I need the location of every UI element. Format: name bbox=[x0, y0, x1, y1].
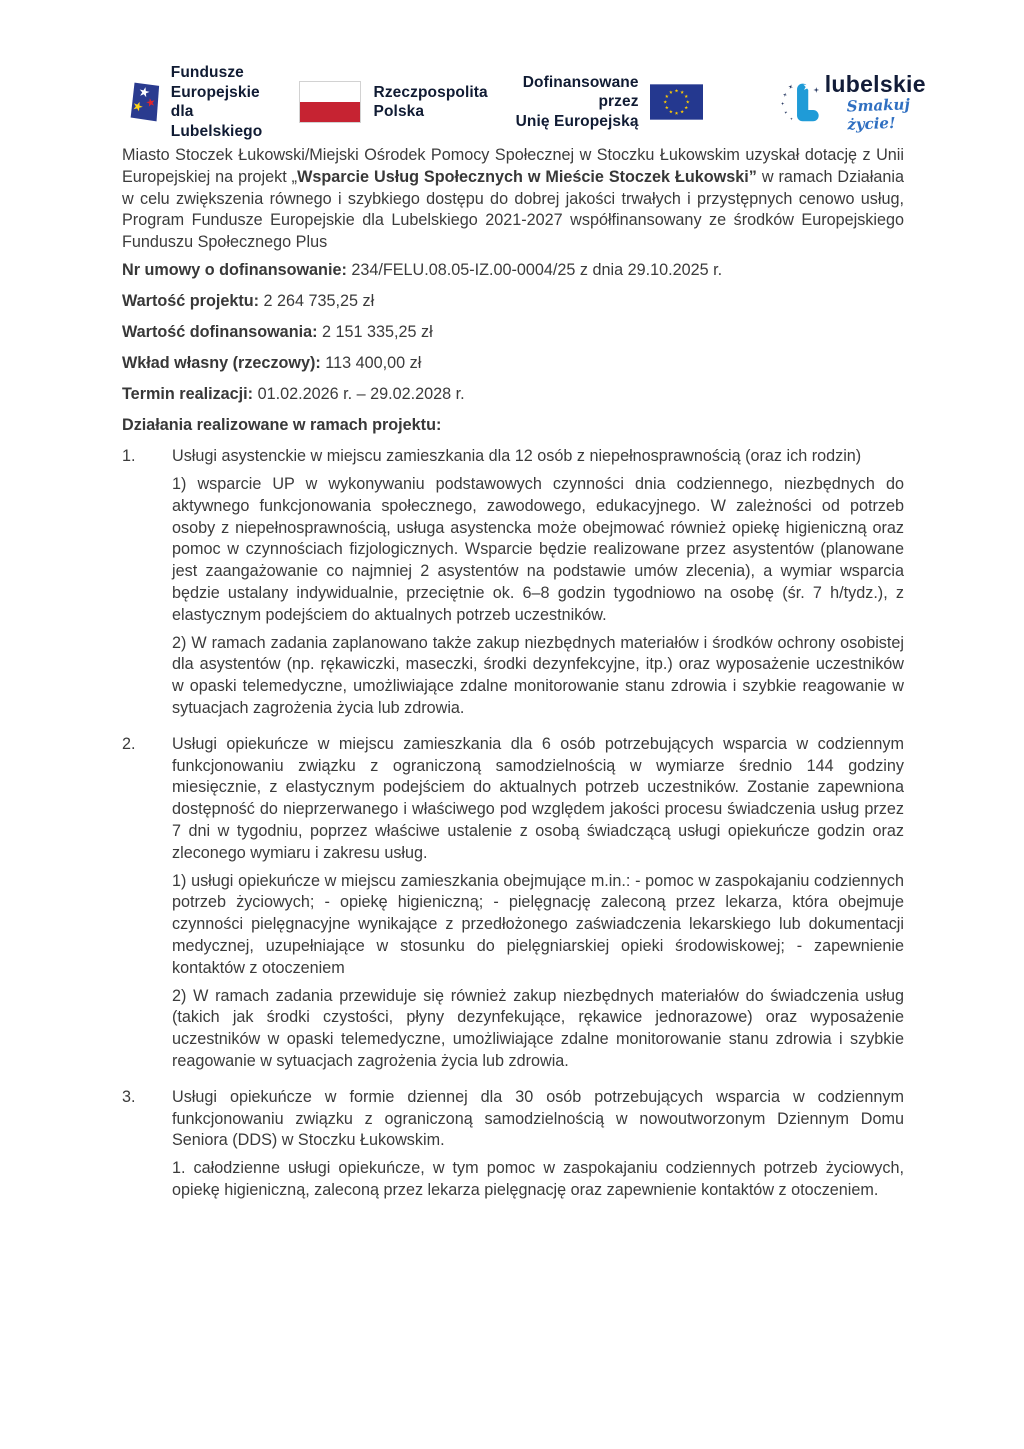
activity-2-paragraph-2: 2) W ramach zadania przewiduje się również zakup niezbędnych materiałów do świadczenia usług (takich jak środki czystości, płyny dezynfekujące, rękawice jednorazowe) oraz wyposażenie uczestników w opaski telemedyczne, umożliwiające zdalne monitorowanie stanu zdrowia i szybkie reagowanie w sytuacjach zagrożenia życia lub zdrowia. bbox=[172, 986, 904, 1070]
activity-1-number: 1. bbox=[122, 447, 136, 466]
document-content bbox=[122, 145, 904, 1202]
project-title: Wsparcie Usług Społecznych w Mieście Stoczek Łukowski” bbox=[297, 167, 757, 186]
eu-cofunded-line1: Dofinansowane przez bbox=[522, 73, 639, 111]
activity-3-number: 3. bbox=[122, 1087, 136, 1106]
detail-own-contribution-value: 113 400,00 zł bbox=[325, 353, 422, 372]
lubelskie-logo bbox=[781, 70, 936, 134]
detail-realization-period bbox=[122, 384, 904, 406]
detail-own-contribution-label: Wkład własny (rzeczowy): bbox=[122, 353, 321, 372]
activity-item-2 bbox=[122, 734, 904, 1073]
activities-heading-text: Działania realizowane w ramach projektu: bbox=[122, 415, 442, 434]
activity-2-title: Usługi opiekuńcze w miejscu zamieszkania dla 6 osób potrzebujących wsparcia w codziennym funkcjonowaniu związku z ograniczoną samodzielnością w wymiarze średnio 144 godziny miesięcznie, z elastycznym podejściem do aktualnych potrzeb uczestników. Zostanie zapewniona dostępność do nieprzerwanego i właściwego pod względem jakości procesu świadczenia usług przez 7 dni w tygodniu, poprzez właściwe ustalenie z osobą świadczącą usługi opiekuńcze godzin oraz zleconego wymiaru i zakresu usług. bbox=[172, 734, 904, 862]
eu-funds-logo bbox=[130, 63, 279, 141]
detail-agreement-number-label: Nr umowy o dofinansowanie: bbox=[122, 260, 347, 279]
lubelskie-logo-text bbox=[824, 70, 936, 134]
activity-item-3 bbox=[122, 1087, 904, 1202]
activity-1-title: Usługi asystenckie w miejscu zamieszkania dla 12 osób z niepełnosprawnością (oraz ich rodzin) bbox=[172, 447, 862, 466]
poland-logo-line2: Polska bbox=[373, 103, 425, 120]
activity-3-paragraph-1: 1. całodzienne usługi opiekuńcze, w tym pomoc w zaspokajaniu codziennych potrzeb życiowych, opiekę higieniczną, zaleconą przez lekarza pielęgnację oraz zapewnienie kontaktów z otoczeniem. bbox=[172, 1159, 904, 1199]
eu-funds-logo-label bbox=[171, 63, 279, 141]
detail-realization-period-value: 01.02.2026 r. – 29.02.2028 r. bbox=[257, 384, 465, 403]
eu-flag-icon bbox=[650, 80, 703, 124]
activity-1-paragraph-1: 1) wsparcie UP w wykonywaniu podstawowych czynności dnia codziennego, niezbędnych do aktywnego funkcjonowania społecznego, zawodowego, edukacyjnego. W zależności od potrzeb osoby z niepełnosprawnością, usługa asystencka może obejmować również opiekę higieniczną oraz pomoc w czynnościach fizjologicznych. Wsparcie będzie realizowane przez asystentów (planowane jest zaangażowanie co najmniej 2 asystentów na podstawie umów zlecenia), a wymiar wsparcia będzie ustalany indywidualnie, przeciętnie ok. 6–8 godzin tygodniowo na osobę (śr. 7 h/tydz.), z elastycznym podejściem do aktualnych potrzeb uczestników. bbox=[172, 475, 904, 624]
lubelskie-logo-name: lubelskie bbox=[824, 70, 926, 97]
detail-funding-value-value: 2 151 335,25 zł bbox=[321, 322, 433, 341]
detail-agreement-number bbox=[122, 260, 904, 282]
intro-text-end: w ramach Działania w celu zwiększenia równego i szybkiego dostępu do dobrej jakości trwałych i przystępnych cenowo usług, Program Fundusze Europejskie dla Lubelskiego 2021-2027 współfinansowany ze środków Europejskiego Funduszu Społecznego Plus bbox=[122, 167, 905, 252]
detail-own-contribution bbox=[122, 353, 904, 375]
activity-2-number: 2. bbox=[122, 734, 136, 753]
eu-cofunded-label bbox=[510, 73, 639, 132]
eu-funds-flag-icon bbox=[130, 71, 160, 133]
lubelskie-logo-tagline: Smakuj życie! bbox=[846, 94, 910, 134]
activity-2-body bbox=[172, 734, 904, 1073]
eu-funds-logo-line2: dla Lubelskiego bbox=[170, 103, 263, 140]
eu-cofunded-logo bbox=[510, 73, 703, 132]
activity-3-title: Usługi opiekuńcze w formie dziennej dla 30 osób potrzebujących wsparcia w codziennym funkcjonowaniu związku z ograniczoną samodzielnością w nowoutworzonym Dziennym Domu Seniora (DDS) w Stoczku Łukowskim. bbox=[172, 1087, 904, 1150]
lubelskie-l-icon bbox=[781, 75, 821, 129]
poland-flag-icon bbox=[299, 81, 361, 123]
detail-agreement-number-value: 234/FELU.08.05-IZ.00-0004/25 z dnia 29.10.2025 r. bbox=[351, 260, 723, 279]
detail-project-value bbox=[122, 291, 904, 313]
detail-project-value-value: 2 264 735,25 zł bbox=[263, 291, 375, 310]
poland-logo bbox=[299, 81, 488, 123]
poland-logo-line1: Rzeczpospolita bbox=[373, 83, 488, 101]
activity-1-body bbox=[172, 446, 904, 720]
detail-funding-value-label: Wartość dofinansowania: bbox=[122, 322, 318, 341]
poland-logo-label bbox=[374, 83, 488, 122]
activity-1-paragraph-2: 2) W ramach zadania zaplanowano także zakup niezbędnych materiałów i środków ochrony osobistej dla asystentów (np. rękawiczki, maseczki, środki dezynfekcyjne, itp.) oraz wyposażenie uczestników w opaski telemedyczne, umożliwiające zdalne monitorowanie stanu zdrowia i szybkie reagowanie w sytuacjach zagrożenia życia lub zdrowia. bbox=[172, 633, 904, 717]
eu-cofunded-line2: Unię Europejską bbox=[515, 112, 639, 130]
eu-funds-logo-line1: Fundusze Europejskie bbox=[170, 64, 260, 101]
activity-2-paragraph-1: 1) usługi opiekuńcze w miejscu zamieszkania obejmujące m.in.: - pomoc w zaspokajaniu codziennych potrzeb życiowych; - opiekę higieniczną; - pielęgnację zaleconą przez lekarza, która obejmuje czynności pielęgnacyjne wynikające z przedłożonego zaświadczenia lekarskiego lub dokumentacji medycznej, uzupełniające w stosunku do pielęgniarskiej opieki środowiskowej; - zapewnienie kontaktów z otoczeniem bbox=[172, 871, 904, 977]
detail-funding-value bbox=[122, 322, 904, 344]
intro-paragraph bbox=[122, 145, 904, 254]
intro-text-start: Miasto Stoczek Łukowski/Miejski Ośrodek Pomocy Społecznej w Stoczku Łukowskim uzyskał dotację z Unii Europejskiej na projekt „ bbox=[122, 146, 904, 186]
detail-project-value-label: Wartość projektu: bbox=[122, 291, 260, 310]
activities-heading bbox=[122, 415, 904, 437]
funding-logos-bar bbox=[130, 64, 926, 140]
activity-item-1 bbox=[122, 446, 904, 720]
detail-realization-period-label: Termin realizacji: bbox=[122, 384, 254, 403]
activity-3-body bbox=[172, 1087, 904, 1202]
